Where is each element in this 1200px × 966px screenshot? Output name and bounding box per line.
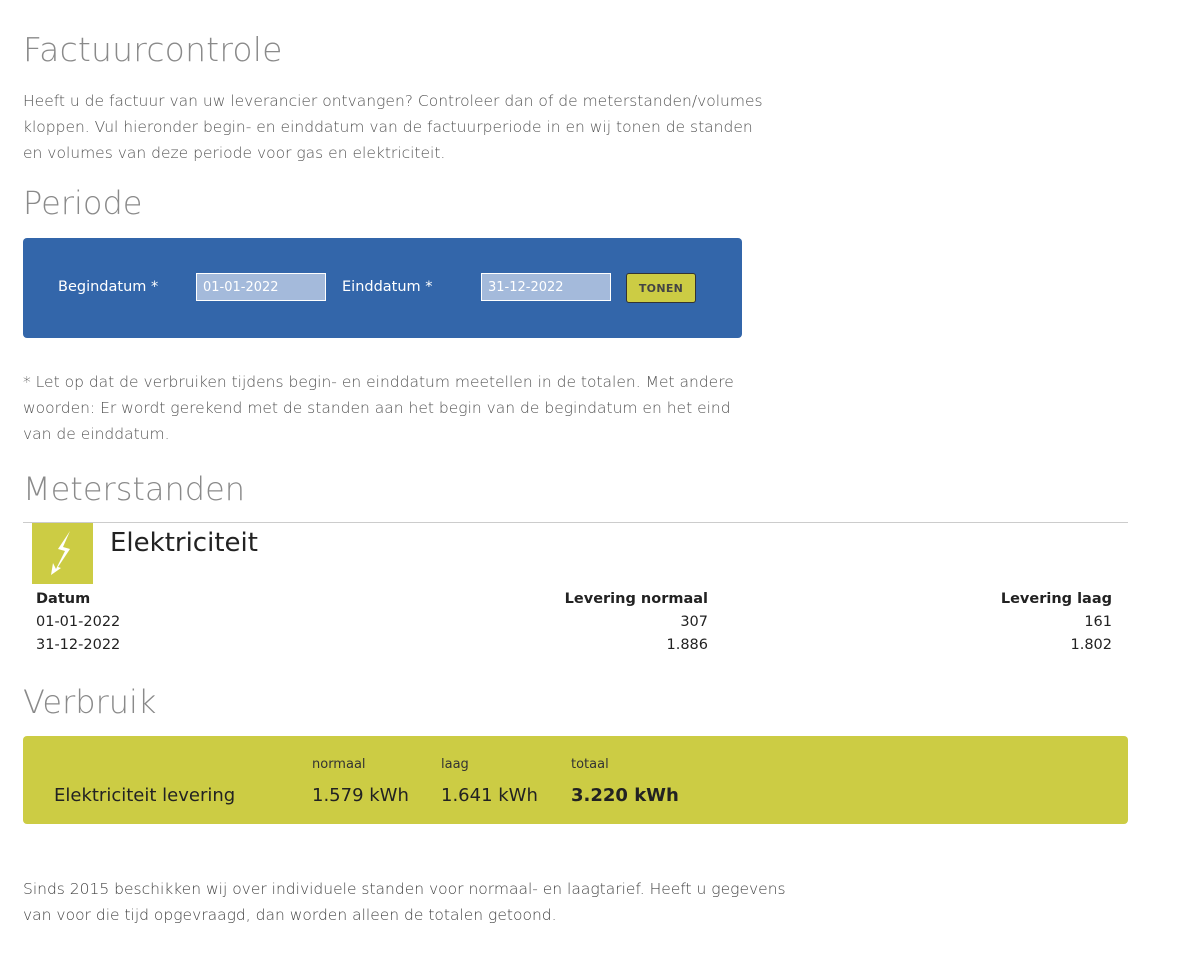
show-button[interactable]: TONEN [626,273,696,303]
period-note: * Let op dat de verbruiken tijdens begin- en einddatum meetellen in de totalen. Met andere woorden: Er wordt gerekend met de standen aan het begin van de begindatum en het eind van de einddatum. [23,373,734,443]
footer-note: Sinds 2015 beschikken wij over individuele standen voor normaal- en laagtarief. Heeft u gegevens van voor die tijd opgevraagd, dan worden alleen de totalen getoond. [23,880,786,924]
meterstanden-heading: Meterstanden [23,470,246,508]
usage-row-label: Elektriciteit levering [54,785,236,806]
periode-heading: Periode [23,184,143,222]
end-date-input[interactable] [481,273,611,301]
begin-date-input[interactable] [196,273,326,301]
usage-laag-value: 1.641 kWh [441,785,538,806]
usage-header-laag: laag [441,757,469,772]
table-row [36,637,1112,660]
page-title: Factuurcontrole [23,30,283,69]
cell-levering-laag: 1.802 [1070,637,1112,653]
intro-text: Heeft u de factuur van uw leverancier ontvangen? Controleer dan of de meterstanden/volumes kloppen. Vul hieronder begin- en einddatum van de factuurperiode in en wij tonen de standen en volumes van deze periode voor gas en elektriciteit. [23,92,763,162]
usage-header-normaal: normaal [312,757,366,772]
usage-header-totaal: totaal [571,757,609,772]
table-row [36,614,1112,637]
end-date-label: Einddatum * [342,279,433,295]
period-form [23,238,742,338]
electricity-title: Elektriciteit [110,528,258,558]
cell-levering-normaal: 307 [680,614,708,630]
cell-levering-normaal: 1.886 [666,637,708,653]
usage-normaal-value: 1.579 kWh [312,785,409,806]
begin-date-label: Begindatum * [58,279,159,295]
usage-summary [23,736,1128,824]
column-header-levering-laag: Levering laag [1000,591,1112,607]
section-divider [23,522,1128,523]
cell-levering-laag: 161 [1084,614,1112,630]
column-header-datum: Datum [36,591,91,607]
usage-totaal-value: 3.220 kWh [571,785,679,806]
table-header-row [36,591,1112,614]
cell-datum: 31-12-2022 [36,637,121,653]
meter-readings-table [36,591,1112,660]
column-header-levering-normaal: Levering normaal [564,591,708,607]
cell-datum: 01-01-2022 [36,614,121,630]
lightning-icon [32,523,93,584]
verbruik-heading: Verbruik [23,683,157,721]
